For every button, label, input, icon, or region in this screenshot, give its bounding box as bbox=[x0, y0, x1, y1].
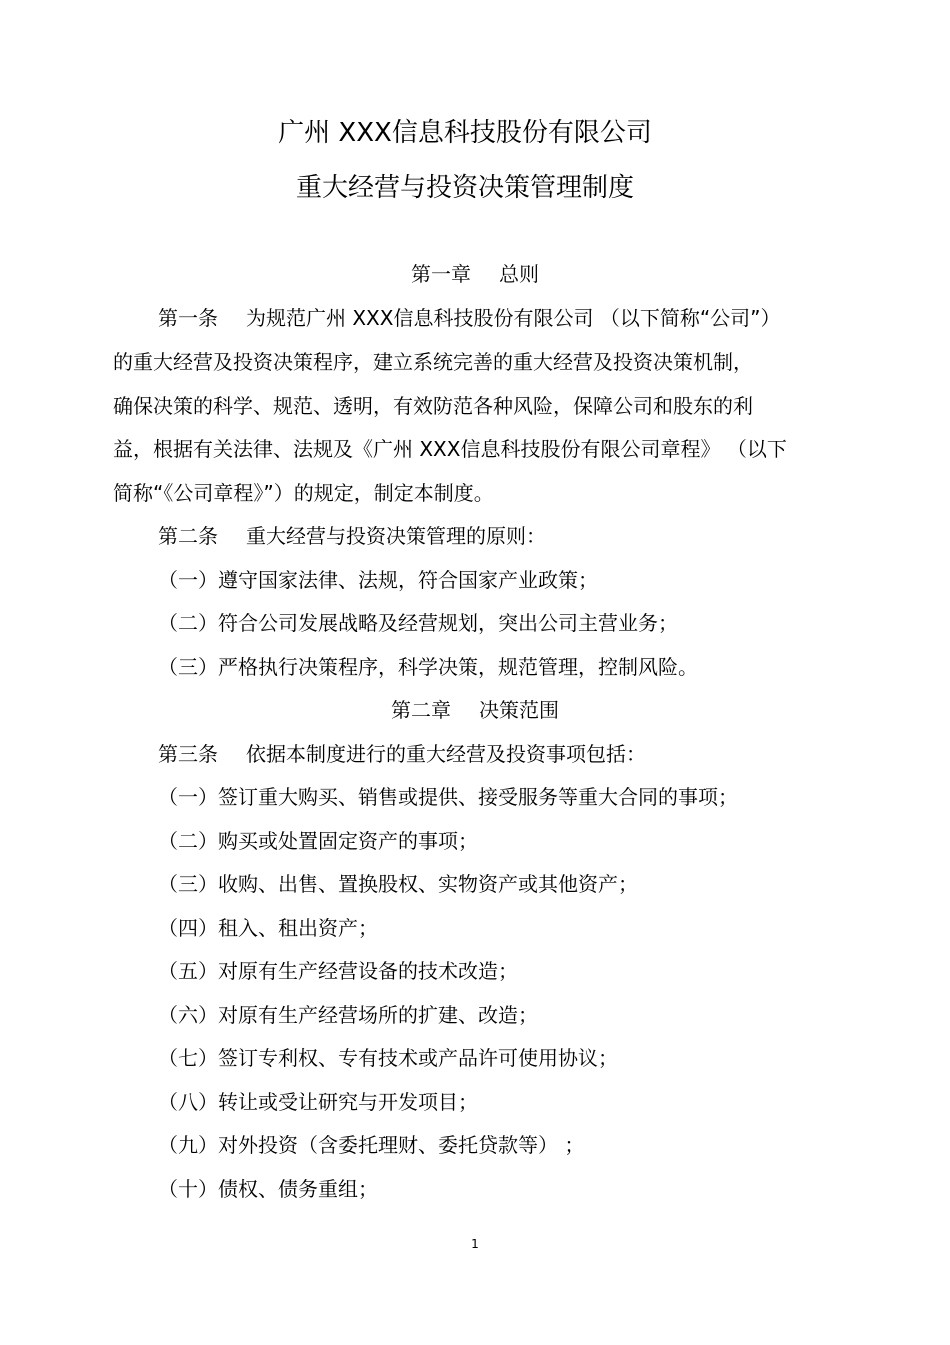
page-number: 1 bbox=[471, 1237, 479, 1251]
article-label: 第一条 bbox=[158, 306, 218, 330]
article-2-heading bbox=[158, 524, 546, 548]
article-text: 为规范广州 XXX信息科技股份有限公司 （以下简称“公司”） bbox=[246, 306, 781, 330]
chapter-heading-2 bbox=[0, 698, 950, 722]
article-1-line-2: 的重大经营及投资决策程序，建立系统完善的重大经营及投资决策机制， bbox=[113, 350, 753, 374]
list-item: （二）符合公司发展战略及经营规划，突出公司主营业务； bbox=[158, 611, 678, 635]
list-item: （二）购买或处置固定资产的事项； bbox=[158, 829, 478, 853]
chapter-name: 总则 bbox=[499, 262, 539, 286]
article-label: 第三条 bbox=[158, 742, 218, 766]
chapter-number: 第一章 bbox=[411, 262, 471, 286]
list-item: （三）严格执行决策程序，科学决策，规范管理，控制风险。 bbox=[158, 655, 698, 679]
article-1-line-5: 简称“《公司章程》”）的规定，制定本制度。 bbox=[113, 481, 494, 505]
chapter-number: 第二章 bbox=[391, 698, 451, 722]
list-item: （九）对外投资（含委托理财、委托贷款等） ； bbox=[158, 1133, 585, 1157]
article-3-heading bbox=[158, 742, 646, 766]
list-item: （四）租入、租出资产； bbox=[158, 916, 378, 940]
list-item: （十）债权、债务重组； bbox=[158, 1177, 378, 1201]
chapter-heading-1 bbox=[0, 262, 950, 286]
article-label: 第二条 bbox=[158, 524, 218, 548]
article-1-line-1 bbox=[158, 306, 781, 330]
list-item: （六）对原有生产经营场所的扩建、改造； bbox=[158, 1003, 538, 1027]
list-item: （一）遵守国家法律、法规，符合国家产业政策； bbox=[158, 568, 598, 592]
list-item: （七）签订专利权、专有技术或产品许可使用协议； bbox=[158, 1046, 618, 1070]
chapter-name: 决策范围 bbox=[479, 698, 559, 722]
article-text: 依据本制度进行的重大经营及投资事项包括： bbox=[246, 742, 646, 766]
article-text: 重大经营与投资决策管理的原则： bbox=[246, 524, 546, 548]
list-item: （三）收购、出售、置换股权、实物资产或其他资产； bbox=[158, 872, 638, 896]
list-item: （一）签订重大购买、销售或提供、接受服务等重大合同的事项； bbox=[158, 785, 738, 809]
list-item: （八）转让或受让研究与开发项目； bbox=[158, 1090, 478, 1114]
article-1-line-4: 益，根据有关法律、法规及《广州 XXX信息科技股份有限公司章程》 （以下 bbox=[113, 437, 787, 461]
document-title-company: 广州 XXX信息科技股份有限公司 bbox=[278, 118, 652, 148]
list-item: （五）对原有生产经营设备的技术改造； bbox=[158, 959, 518, 983]
document-title-regulation: 重大经营与投资决策管理制度 bbox=[295, 173, 634, 203]
article-1-line-3: 确保决策的科学、规范、透明，有效防范各种风险，保障公司和股东的利 bbox=[113, 394, 753, 418]
